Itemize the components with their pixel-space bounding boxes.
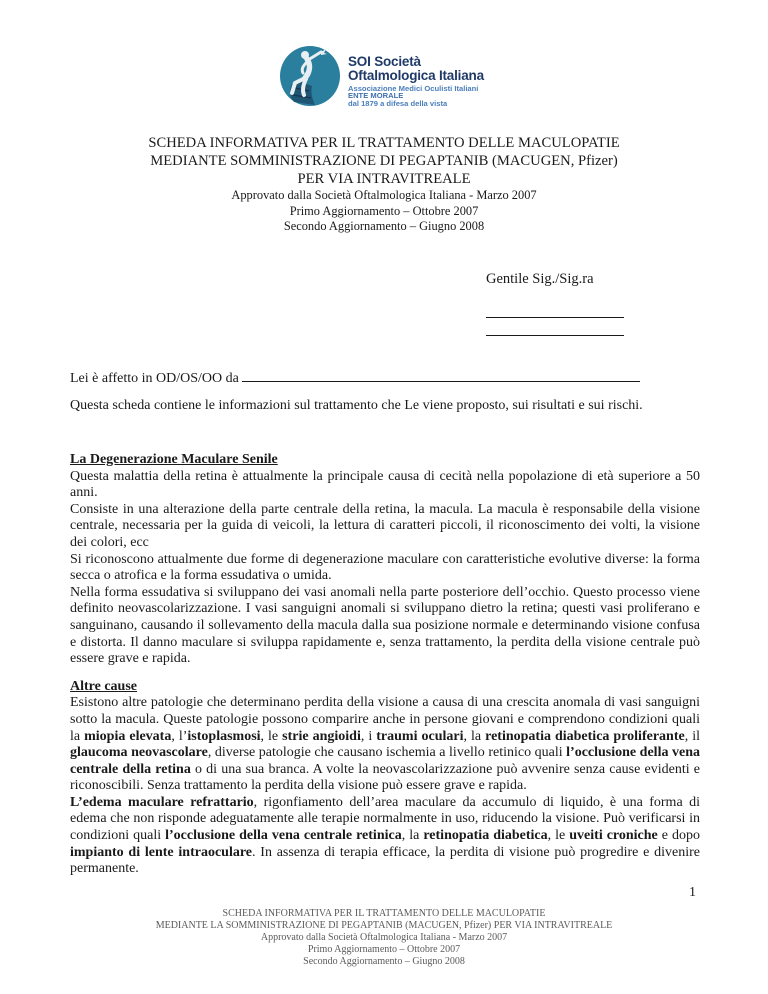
soi-ente-morale: ENTE MORALE	[348, 91, 404, 101]
footer-line-4: Primo Aggiornamento – Ottobre 2007	[307, 944, 461, 955]
salutation-block	[486, 271, 626, 336]
paragraph: Si riconoscono attualmente due forme di degenerazione maculare con caratteristiche evolutive diverse: la forma secca o atrofica e la forma essudativa o umida.	[70, 551, 700, 584]
page-number: 1	[689, 885, 696, 900]
paragraph: Consiste in una alterazione della parte centrale della retina, la macula. La macula è responsabile della visione centrale, necessaria per la guida di veicoli, la lettura di caratteri piccoli, il riconoscimento dei volti, la visione dei colori, ecc	[70, 501, 700, 550]
soi-name-rest: Società	[370, 54, 421, 70]
salutation-label: Gentile Sig./Sig.ra	[486, 271, 594, 287]
section-altre-cause	[70, 679, 700, 878]
title-update-2: Secondo Aggiornamento – Giugno 2008	[283, 219, 485, 234]
diagnosis-blank-line	[242, 368, 640, 382]
soi-logo-text	[348, 49, 484, 108]
page-footer	[0, 908, 768, 968]
footer-line-3: Approvato dalla Società Oftalmologica Italiana - Marzo 2007	[260, 932, 508, 943]
footer-line-1: SCHEDA INFORMATIVA PER IL TRATTAMENTO DELLE MACULOPATIE	[222, 908, 546, 919]
soi-logo	[279, 42, 489, 115]
soi-name-line2: Oftalmologica Italiana	[348, 67, 484, 83]
section-heading: La Degenerazione Maculare Senile	[70, 452, 278, 467]
soi-motto: dal 1879 a difesa della vista	[348, 99, 448, 109]
title-approval: Approvato dalla Società Oftalmologica Italiana - Marzo 2007	[231, 188, 537, 202]
paragraph: L’edema maculare refrattario, rigonfiamento dell’area maculare da accumulo di liquido, è una forma di edema che non risponde adeguatamente alle terapie normalmente in uso, riducendo la visione. Può verificarsi in condizioni quali l’occlusione della vena centrale retinica, la retinopatia diabetica, le uveiti croniche e dopo impianto di lente intraoculare. In assenza di terapia efficace, la perdita di visione può progredire e divenire permanente.	[70, 794, 701, 877]
soi-acronym: SOI	[348, 54, 371, 70]
affected-eye-line	[70, 368, 700, 387]
intro-paragraph: Questa scheda contiene le informazioni sul trattamento che Le viene proposto, sui risultati e sui rischi.	[70, 398, 643, 413]
patient-name-line-2	[486, 318, 624, 336]
paragraph: Nella forma essudativa si sviluppano dei vasi anomali nella parte posteriore dell’occhio. Questo processo viene definito neovascolarizzazione. I vasi sanguigni anomali si sviluppano dietro la retina; questi vasi proliferano e sanguinano, causando il sollevamento della macula dalla sua posizione normale e determinando visione confusa e distorta. Il danno maculare si sviluppa rapidamente e, senza trattamento, la perdita della visione centrale può essere grave e rapida.	[70, 584, 700, 667]
footer-line-5: Secondo Aggiornamento – Giugno 2008	[303, 956, 465, 967]
title-line-1: SCHEDA INFORMATIVA PER IL TRATTAMENTO DELLE MACULOPATIE	[148, 135, 620, 151]
title-update-1: Primo Aggiornamento – Ottobre 2007	[289, 203, 479, 218]
soi-logo-mark-icon	[279, 42, 341, 115]
title-line-3: PER VIA INTRAVITREALE	[297, 171, 471, 187]
title-line-2: MEDIANTE SOMMINISTRAZIONE DI PEGAPTANIB (MACUGEN, Pfizer)	[150, 153, 618, 169]
document-title	[0, 134, 768, 235]
section-degenerazione-maculare	[70, 452, 700, 668]
soi-name-line1	[348, 55, 484, 69]
soi-association: Associazione Medici Oculisti Italiani	[348, 83, 479, 93]
affected-eye-prefix: Lei è affetto in OD/OS/OO da	[70, 371, 243, 386]
patient-name-line	[486, 301, 624, 318]
footer-line-2: MEDIANTE LA SOMMINISTRAZIONE DI PEGAPTANIB (MACUGEN, Pfizer) PER VIA INTRAVITREALE	[155, 920, 613, 931]
section-heading: Altre cause	[70, 678, 137, 694]
document-body	[70, 452, 700, 878]
paragraph: Questa malattia della retina è attualmente la principale causa di cecità nella popolazione di età superiore a 50 anni.	[70, 468, 700, 501]
paragraph: Esistono altre patologie che determinano perdita della visione a causa di una crescita anomala di vasi sanguigni sotto la macula. Queste patologie possono comparire anche in persone giovani e comprendono condizioni quali la miopia elevata, l’istoplasmosi, le strie angioidi, i traumi oculari, la retinopatia diabetica proliferante, il glaucoma neovascolare, diverse patologie che causano ischemia a livello retinico quali l’occlusione della vena centrale della retina o di una sua branca. A volte la neovascolarizzazione può avvenire senza cause evidenti e riconoscibili. Senza trattamento la perdita della visione può essere grave e rapida.	[70, 695, 700, 794]
